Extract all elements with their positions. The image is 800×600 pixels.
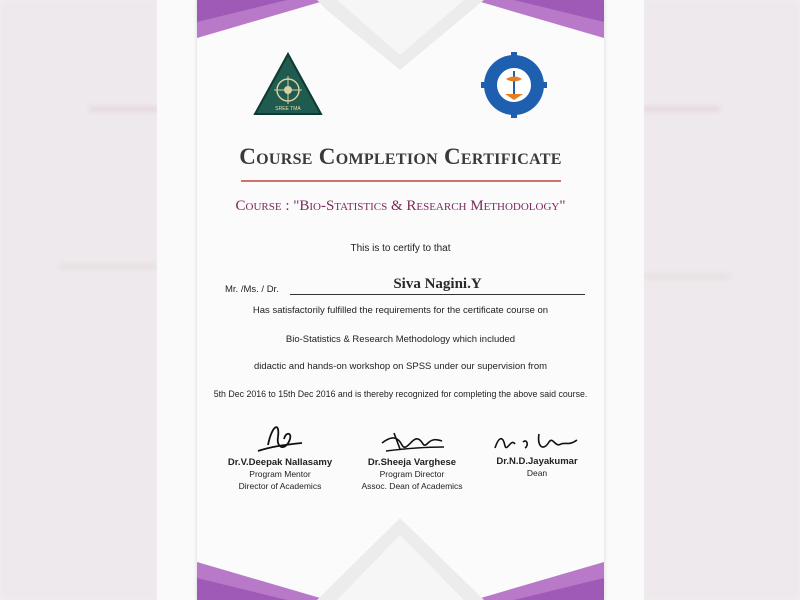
signatory-name: Dr.Sheeja Varghese: [367, 457, 457, 468]
body-line: didactic and hands-on workshop on SPSS under our supervision from: [253, 361, 548, 372]
certificate: [197, 0, 604, 600]
background-rule: [640, 108, 720, 110]
body-line: 5th Dec 2016 to 15th Dec 2016 and is thereby recognized for completing the above said course.: [213, 389, 588, 399]
title-rule: [241, 180, 561, 182]
signatory-role: Assoc. Dean of Academics: [361, 481, 463, 491]
certify-statement: This is to certify to that: [350, 243, 451, 254]
recipient-name: Siva Nagini.Y: [393, 276, 482, 292]
background-right-panel: [643, 0, 800, 600]
name-prefix: Mr. /Ms. / Dr.: [225, 284, 279, 295]
signatory-mentor: [215, 415, 345, 492]
recipient-row: [225, 276, 585, 296]
signatory-name: Dr.V.Deepak Nallasamy: [227, 457, 333, 468]
background-rule: [60, 266, 160, 267]
background-rule: [640, 276, 730, 277]
university-gear-seal-icon: [481, 52, 547, 118]
triangle-emblem-icon: [253, 52, 323, 118]
certificate-title: Course Completion Certificate: [239, 144, 562, 169]
signatory-director: [347, 425, 477, 492]
signatory-dean: [477, 428, 597, 479]
body-line: Bio-Statistics & Research Methodology which included: [285, 334, 516, 345]
body-line: Has satisfactorily fulfilled the requirements for the certificate course on: [252, 305, 549, 316]
page-edge-right: [604, 0, 644, 600]
signature-mark: [489, 428, 585, 456]
background-left-panel: [0, 0, 157, 600]
signature-mark: [250, 415, 310, 457]
page-edge-left: [157, 0, 197, 600]
signatory-name: Dr.N.D.Jayakumar: [496, 456, 578, 467]
course-name: Course : "Bio-Statistics & Research Methodology": [235, 198, 566, 214]
signature-mark: [372, 425, 452, 457]
signatory-role: Program Mentor: [249, 469, 311, 479]
signatory-role: Director of Academics: [238, 481, 322, 491]
signatory-role: Program Director: [379, 469, 445, 479]
signatory-role: Dean: [526, 468, 548, 478]
name-underline: [290, 294, 585, 295]
svg-text:SREE TMA: SREE TMA: [275, 106, 301, 112]
